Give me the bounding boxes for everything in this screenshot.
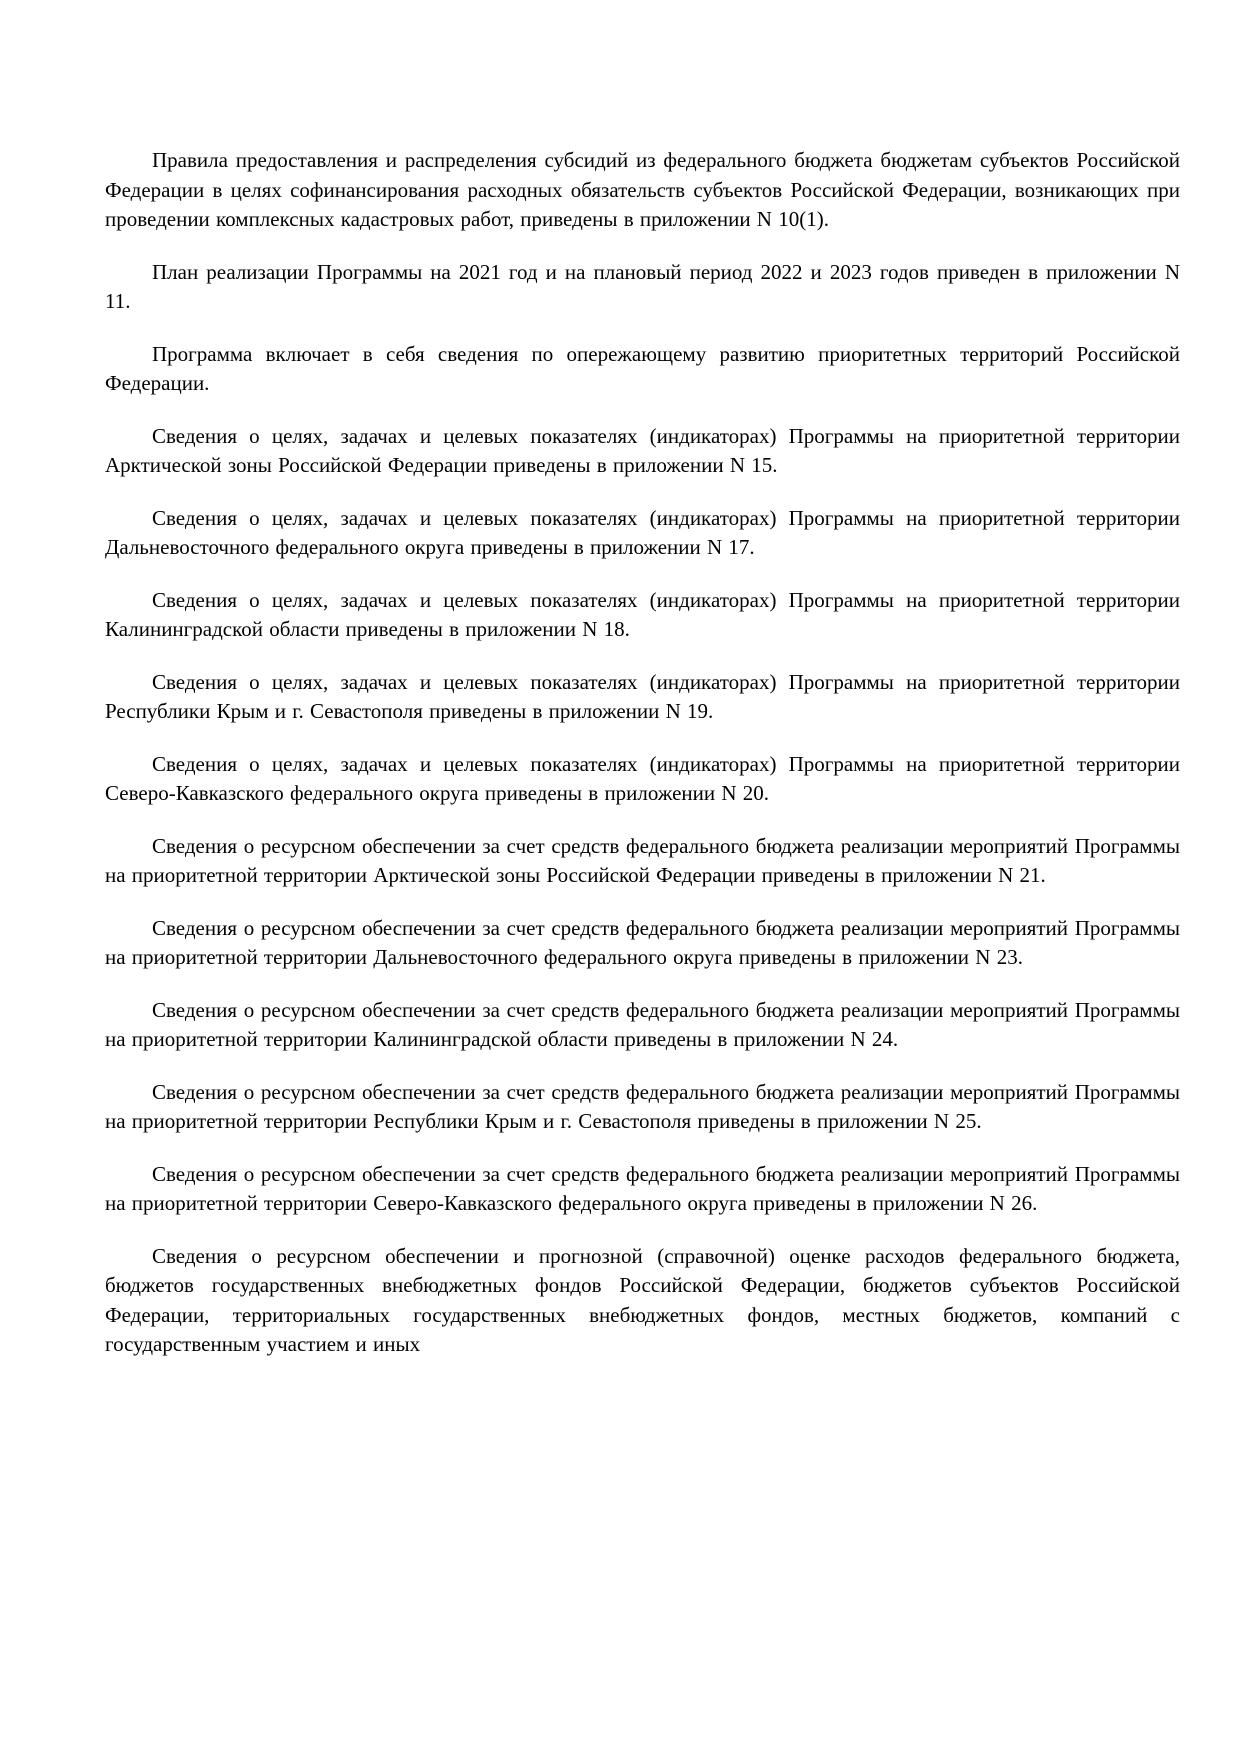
paragraph-goals-crimea-sevastopol: Сведения о целях, задачах и целевых показателях (индикаторах) Программы на приоритетной территории Республики Крым и г. Севастополя приведены в приложении N 19. (105, 669, 1180, 723)
paragraph-goals-north-caucasus: Сведения о целях, задачах и целевых показателях (индикаторах) Программы на приоритетной территории Северо-Кавказского федерального округа приведены в приложении N 20. (105, 751, 1180, 805)
paragraph-resources-crimea-sevastopol: Сведения о ресурсном обеспечении за счет средств федерального бюджета реализации мероприятий Программы на приоритетной территории Республики Крым и г. Севастополя приведены в приложении N 25. (105, 1079, 1180, 1133)
paragraph-goals-kaliningrad: Сведения о целях, задачах и целевых показателях (индикаторах) Программы на приоритетной территории Калининградской области приведены в приложении N 18. (105, 587, 1180, 641)
paragraph-rules-subsidies: Правила предоставления и распределения субсидий из федерального бюджета бюджетам субъектов Российской Федерации в целях софинансирования расходных обязательств субъектов Российской Федерации, возникающих при проведении комплексных кадастровых работ, приведены в приложении N 10(1). (105, 148, 1180, 231)
document-content (105, 146, 1180, 1360)
paragraph-resources-arctic-zone: Сведения о ресурсном обеспечении за счет средств федерального бюджета реализации мероприятий Программы на приоритетной территории Арктической зоны Российской Федерации приведены в приложении N 21. (105, 833, 1180, 887)
paragraph-resources-far-east: Сведения о ресурсном обеспечении за счет средств федерального бюджета реализации мероприятий Программы на приоритетной территории Дальневосточного федерального округа приведены в приложении N 23. (105, 915, 1180, 969)
paragraph-program-priority-territories: Программа включает в себя сведения по опережающему развитию приоритетных территорий Российской Федерации. (105, 341, 1180, 395)
paragraph-resources-north-caucasus: Сведения о ресурсном обеспечении за счет средств федерального бюджета реализации мероприятий Программы на приоритетной территории Северо-Кавказского федерального округа приведены в приложении N 26. (105, 1161, 1180, 1215)
paragraph-resources-forecast-estimate: Сведения о ресурсном обеспечении и прогнозной (справочной) оценке расходов федерального бюджета, бюджетов государственных внебюджетных фондов Российской Федерации, бюджетов субъектов Российской Федерации, территориальных государственных внебюджетных фондов, местных бюджетов, компаний с государственным участием и иных (105, 1243, 1180, 1356)
paragraph-goals-far-east: Сведения о целях, задачах и целевых показателях (индикаторах) Программы на приоритетной территории Дальневосточного федерального округа приведены в приложении N 17. (105, 505, 1180, 559)
paragraph-resources-kaliningrad: Сведения о ресурсном обеспечении за счет средств федерального бюджета реализации мероприятий Программы на приоритетной территории Калининградской области приведены в приложении N 24. (105, 997, 1180, 1051)
paragraph-plan-realization: План реализации Программы на 2021 год и на плановый период 2022 и 2023 годов приведен в приложении N 11. (105, 259, 1180, 313)
paragraph-goals-arctic-zone: Сведения о целях, задачах и целевых показателях (индикаторах) Программы на приоритетной территории Арктической зоны Российской Федерации приведены в приложении N 15. (105, 423, 1180, 477)
